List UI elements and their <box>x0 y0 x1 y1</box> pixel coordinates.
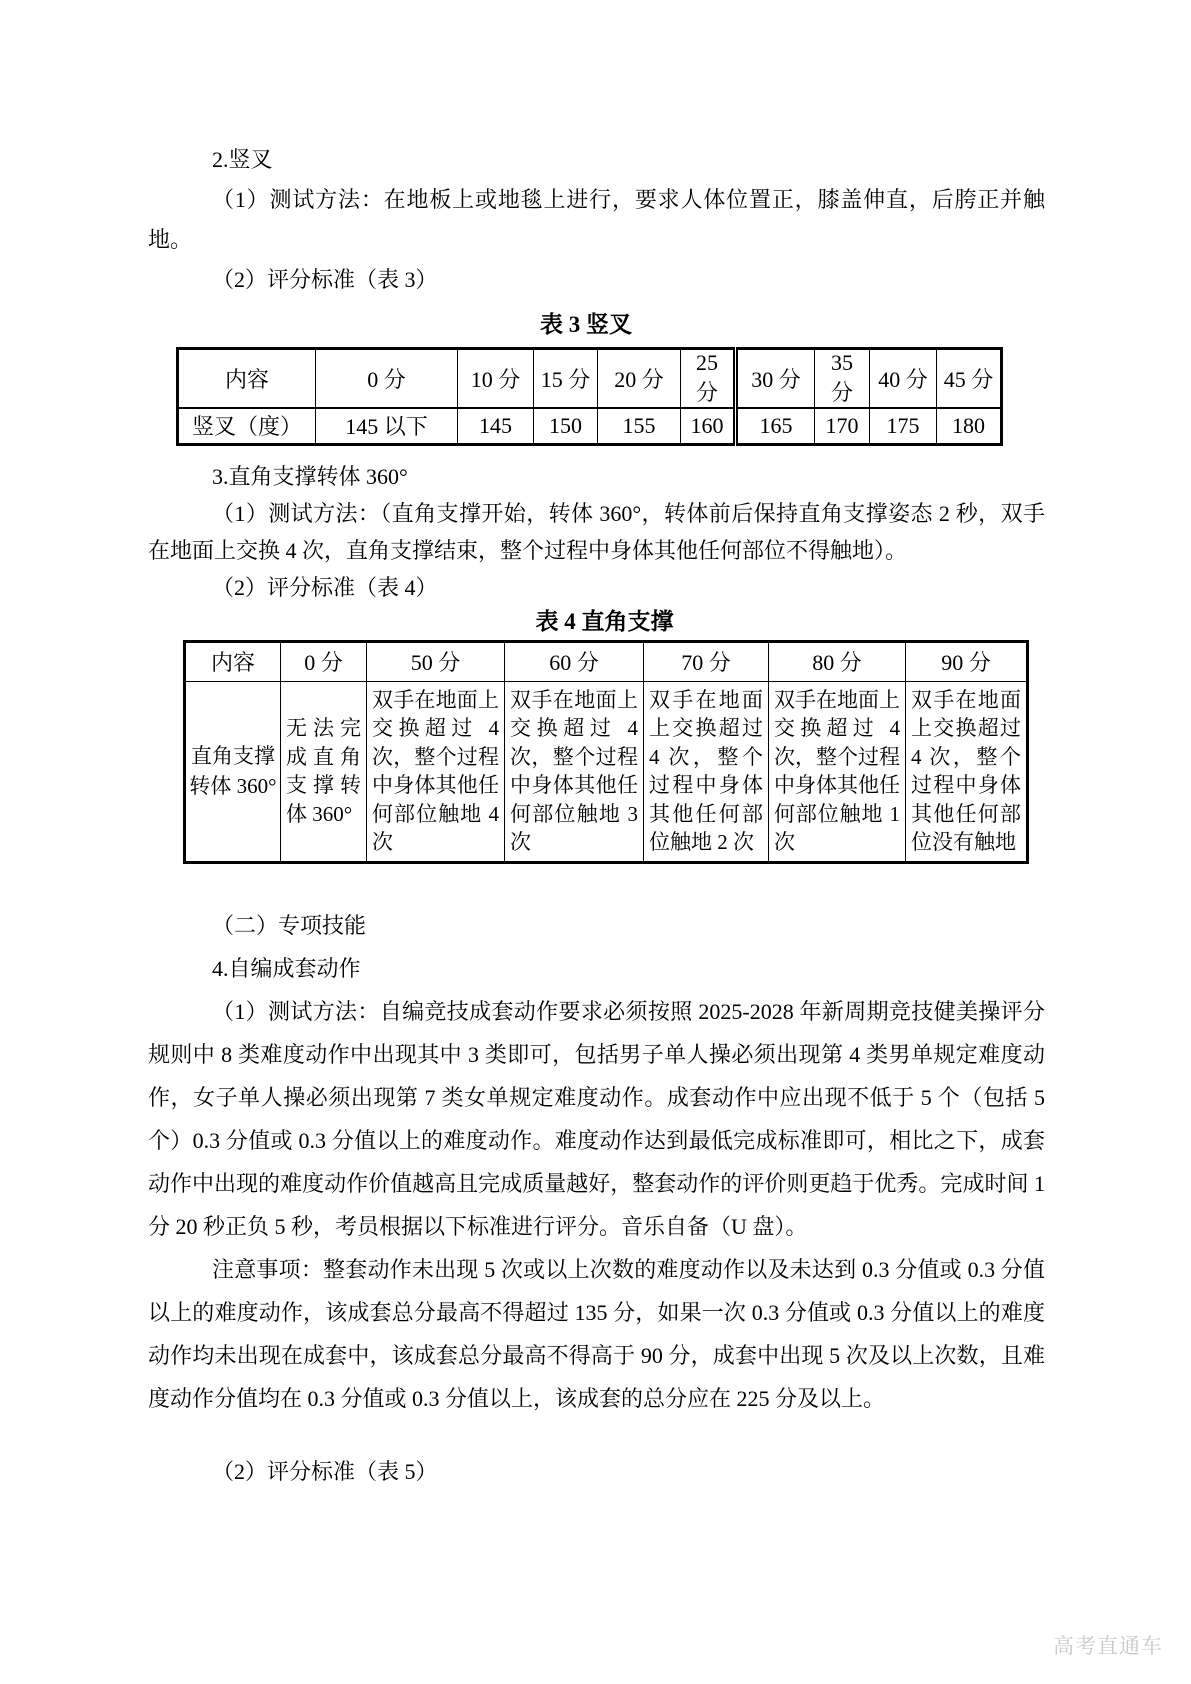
table4-header-cell: 90 分 <box>906 641 1028 681</box>
table3-header-cell: 20 分 <box>598 349 681 409</box>
table4-data-row <box>185 681 1028 862</box>
section4-method-paragraph: （1）测试方法：自编竞技成套动作要求必须按照 2025-2028 年新周期竞技健美操评分规则中 8 类难度动作中出现其中 3 类即可，包括男子单人操必须出现第 4 类男单规定难度动作，女子单人操必须出现第 7 类女单规定难度动作。成套动作中应出现不低于 5 个（包括 5 个）0.3 分值或 0.3 分值以上的难度动作。难度动作达到最低完成标准即可，相比之下，成套动作中出现的难度动作价值越高且完成质量越好，整套动作的评价则更趋于优秀。完成时间 1 分 20 秒正负 5 秒，考员根据以下标准进行评分。音乐自备（U 盘）。 <box>148 998 1045 1239</box>
table4-header-cell: 60 分 <box>505 641 644 681</box>
table4-header-cell: 50 分 <box>367 641 505 681</box>
table3-vertical-split <box>176 347 1003 446</box>
table4-score0-cell: 无法完成直角支撑转体 360° <box>281 681 367 862</box>
table4-header-cell: 70 分 <box>644 641 769 681</box>
table3-data-cell: 145 以下 <box>316 408 458 444</box>
section3-heading: 3.直角支撑转体 360° <box>212 463 408 489</box>
table3-data-cell: 165 <box>736 408 815 444</box>
section3-method-line: （1）测试方法：（直角支撑开始，转体 360°，转体前后保持直角支撑姿态 2 秒，双手在地面上交换 4 次，直角支撑结束，整个过程中身体其他任何部位不得触地）。 <box>148 500 1045 563</box>
table4-header-cell: 内容 <box>185 641 281 681</box>
section3-scoring-line: （2）评分标准（表 4） <box>212 574 438 600</box>
table3-header-cell: 35 分 <box>815 349 870 409</box>
table3-header-cell: 25 分 <box>681 349 736 409</box>
table3-data-cell: 150 <box>534 408 598 444</box>
table3-header-cell: 10 分 <box>458 349 534 409</box>
table4-caption: 表 4 直角支撑 <box>535 608 674 634</box>
table3-data-cell: 180 <box>937 408 1002 444</box>
table3-data-cell: 竖叉（度） <box>178 408 316 444</box>
section4-sub-heading: 4.自编成套动作 <box>212 955 361 981</box>
site-watermark: 高考直通车 <box>1053 1634 1163 1658</box>
table3-header-cell: 0 分 <box>316 349 458 409</box>
section2-method-line: （1）测试方法：在地板上或地毯上进行，要求人体位置正，膝盖伸直，后胯正并触地。 <box>148 187 1045 252</box>
table3-caption: 表 3 竖叉 <box>540 312 632 337</box>
table4-header-row <box>185 641 1028 681</box>
table3-data-cell: 145 <box>458 408 534 444</box>
table4-header-cell: 80 分 <box>769 641 906 681</box>
table4-score50-cell: 双手在地面上交换超过 4 次，整个过程中身体其他任何部位触地 4 次 <box>367 681 505 862</box>
table4-header-cell: 0 分 <box>281 641 367 681</box>
table3-header-cell: 40 分 <box>870 349 937 409</box>
section-ii-heading: （二）专项技能 <box>212 912 367 938</box>
table3-data-cell: 175 <box>870 408 937 444</box>
table3-header-cell: 15 分 <box>534 349 598 409</box>
table4-l-sit-turn <box>183 640 1029 864</box>
table4-row-label: 直角支撑转体 360° <box>185 681 281 862</box>
table3-data-cell: 160 <box>681 408 736 444</box>
table3-header-cell: 内容 <box>178 349 316 409</box>
section4-scoring-line: （2）评分标准（表 5） <box>212 1458 438 1484</box>
table3-data-cell: 155 <box>598 408 681 444</box>
table4-score90-cell: 双手在地面上交换超过 4 次，整个过程中身体其他任何部位没有触地 <box>906 681 1028 862</box>
table4-score70-cell: 双手在地面上交换超过 4 次，整个过程中身体其他任何部位触地 2 次 <box>644 681 769 862</box>
section4-note-paragraph: 注意事项：整套动作未出现 5 次或以上次数的难度动作以及未达到 0.3 分值或 0.3 分值以上的难度动作，该成套总分最高不得超过 135 分，如果一次 0.3 分值或 0.3 分值以上的难度动作均未出现在成套中，该成套总分最高不得高于 90 分，成套中出现 5 次及以上次数，且难度动作分值均在 0.3 分值或 0.3 分值以上，该成套的总分应在 225 分及以上。 <box>148 1256 1045 1411</box>
table3-data-cell: 170 <box>815 408 870 444</box>
table3-header-row <box>178 349 1002 409</box>
table4-score60-cell: 双手在地面上交换超过 4 次，整个过程中身体其他任何部位触地 3 次 <box>505 681 644 862</box>
table4-score80-cell: 双手在地面上交换超过 4 次，整个过程中身体其他任何部位触地 1 次 <box>769 681 906 862</box>
section2-heading: 2.竖叉 <box>212 147 273 172</box>
table3-header-cell: 45 分 <box>937 349 1002 409</box>
section2-scoring-line: （2）评分标准（表 3） <box>212 267 438 292</box>
table3-header-cell: 30 分 <box>736 349 815 409</box>
table3-data-row <box>178 408 1002 444</box>
